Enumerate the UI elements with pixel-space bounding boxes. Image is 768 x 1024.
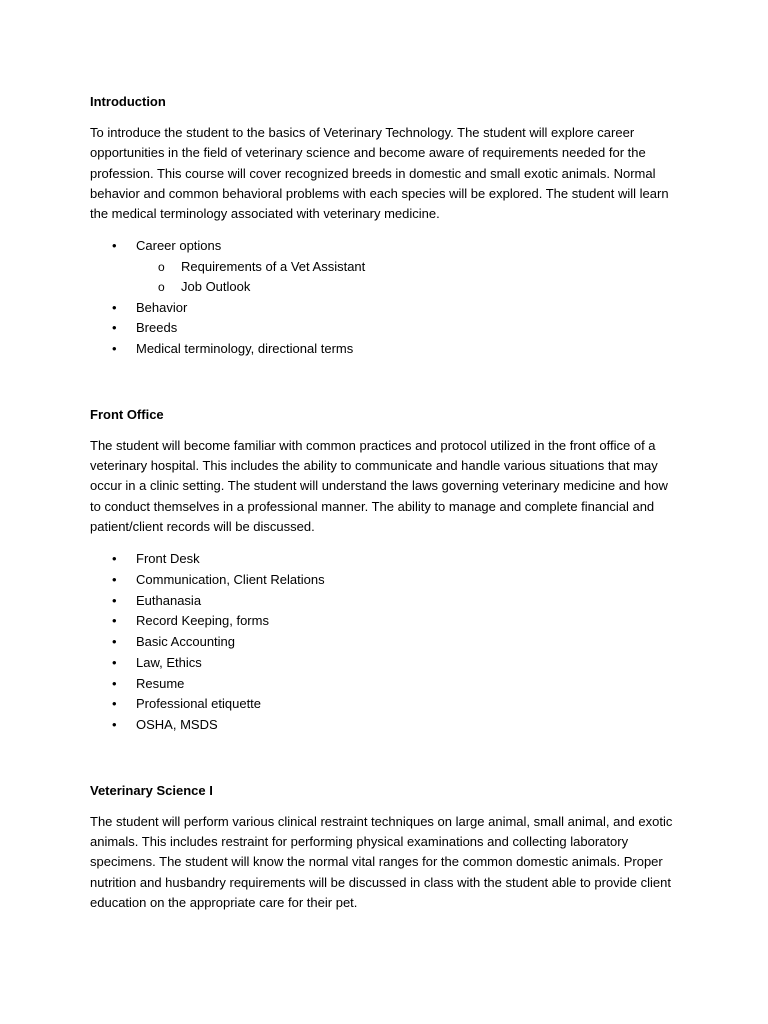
list-item [90,715,680,736]
list-item-label: Medical terminology, directional terms [136,341,354,357]
section-heading: Introduction [90,94,166,109]
list-item [90,318,680,339]
section-paragraph: To introduce the student to the basics of Veterinary Technology. The student will explore career opportunities in the field of veterinary science and become aware of requirements needed for the profession. This course will cover recognized breeds in domestic and small exotic animals. Normal behavior and common behavioral problems with each species will be explored. The student will learn the medical terminology associated with veterinary medicine. [90,125,669,222]
list-item-label: Professional etiquette [136,696,262,712]
bullet-icon: • [112,696,117,712]
bullet-icon: • [112,572,117,588]
sub-list-item [136,257,680,277]
circle-bullet-icon: o [158,280,165,295]
sub-list-item-label: Requirements of a Vet Assistant [181,259,366,275]
section-front-office [90,405,680,736]
bullet-icon: • [112,238,117,254]
section-paragraph: The student will perform various clinical restraint techniques on large animal, small animal, and exotic animals. This includes restraint for performing physical examinations and collecting laboratory specimens. The student will know the normal vital ranges for the common domestic animals. Proper nutrition and husbandry requirements will be discussed in class with the student able to provide client education on the appropriate care for their pet. [90,813,673,910]
list-item [90,611,680,632]
section-spacer [90,360,680,405]
list-item-label: Law, Ethics [136,654,202,670]
bullet-icon: • [112,341,117,357]
list-item-label: Front Desk [136,551,200,567]
sub-list-item [136,277,680,297]
section-heading: Veterinary Science I [90,782,213,798]
list-item [90,298,680,319]
bullet-icon: • [112,654,117,670]
bullet-icon: • [112,551,117,567]
list-item-label: Record Keeping, forms [136,613,269,629]
list-item-label: Communication, Client Relations [136,572,325,588]
list-item-label: OSHA, MSDS [136,717,218,732]
section-introduction [90,92,680,360]
list-item-label: Euthanasia [136,592,202,608]
document-page [90,92,680,925]
list-item [90,236,680,297]
circle-bullet-icon: o [158,260,165,275]
list-item-label: Breeds [136,320,178,336]
bullet-list [90,549,680,735]
list-item [90,570,680,591]
bullet-list [90,236,680,359]
section-spacer [90,736,680,781]
list-item [90,653,680,674]
list-item-label: Career options [136,238,222,254]
list-item-label: Resume [136,675,185,691]
section-heading: Front Office [90,406,164,422]
bullet-icon: • [112,299,117,315]
bullet-icon: • [112,634,117,650]
list-item-label: Basic Accounting [136,634,236,650]
section-veterinary-science [90,781,680,913]
bullet-icon: • [112,613,117,629]
bullet-icon: • [112,675,117,691]
list-item [90,339,680,360]
bullet-icon: • [112,717,117,732]
list-item [90,591,680,612]
sub-list-item-label: Job Outlook [181,279,251,295]
sub-bullet-list [136,257,680,298]
bullet-icon: • [112,320,117,336]
bullet-icon: • [112,592,117,608]
list-item-label: Behavior [136,299,188,315]
list-item [90,632,680,653]
list-item [90,549,680,570]
section-paragraph: The student will become familiar with common practices and protocol utilized in the front office of a veterinary hospital. This includes the ability to communicate and handle various situations that may occur in a clinic setting. The student will understand the laws governing veterinary medicine and how to conduct themselves in a professional manner. The ability to manage and complete financial and patient/client records will be discussed. [90,437,668,535]
list-item [90,694,680,715]
list-item [90,674,680,695]
